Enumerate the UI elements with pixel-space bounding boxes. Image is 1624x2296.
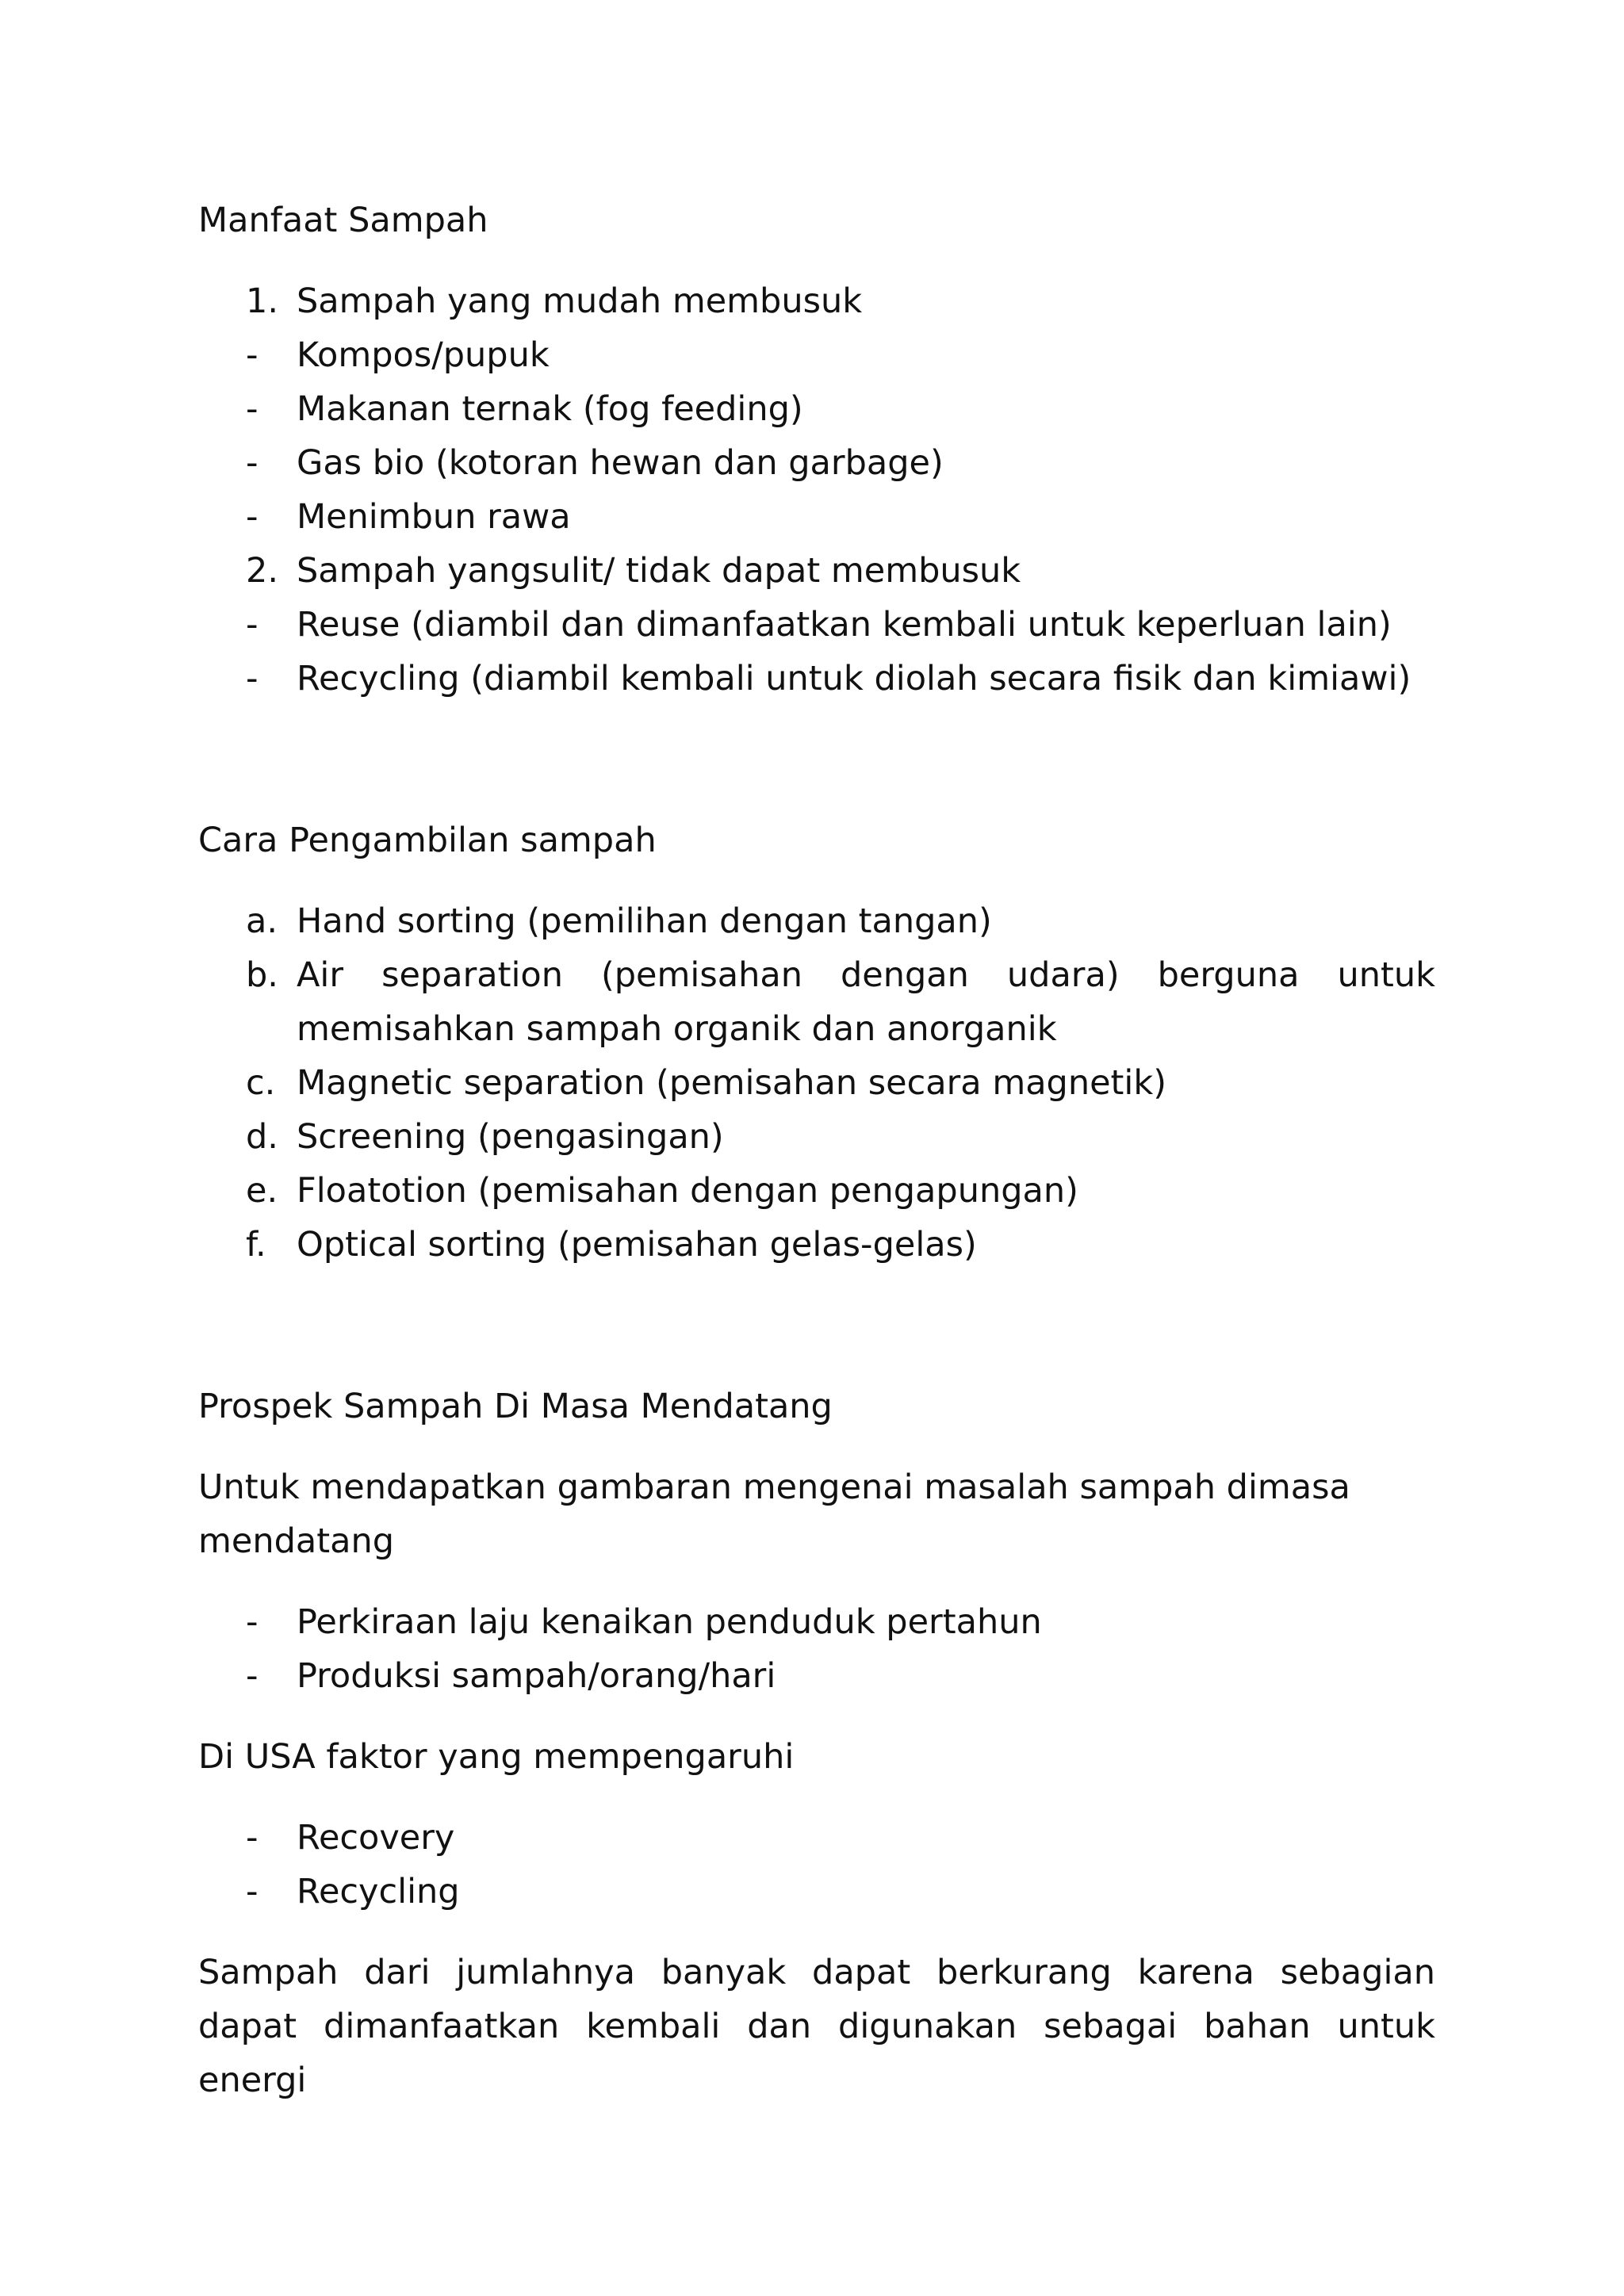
prospek-intro: Untuk mendapatkan gambaran mengenai masalah sampah dimasa mendatang bbox=[198, 1468, 1350, 1561]
list-marker: - bbox=[246, 1602, 259, 1642]
list-item bbox=[198, 1595, 1435, 1649]
closing-paragraph: Sampah dari jumlahnya banyak dapat berkurang karena sebagian dapat dimanfaatkan kembali dan digunakan sebagai bahan untuk energi bbox=[198, 1953, 1435, 2100]
list-marker: - bbox=[246, 443, 259, 483]
list-marker: - bbox=[246, 1872, 259, 1911]
usa-factors-list bbox=[198, 1811, 1435, 1919]
list-item bbox=[198, 652, 1435, 706]
list-item-text: Air separation (pemisahan dengan udara) berguna untuk memisahkan sampah organik dan anorganik bbox=[297, 955, 1435, 1049]
list-item bbox=[198, 274, 1435, 328]
list-item bbox=[198, 894, 1435, 948]
list-marker: - bbox=[246, 389, 259, 429]
list-item-text: Makanan ternak (fog feeding) bbox=[297, 389, 803, 429]
section-heading-cara-pengambilan: Cara Pengambilan sampah bbox=[198, 821, 657, 860]
manfaat-list bbox=[198, 274, 1435, 706]
list-item-text: Menimbun rawa bbox=[297, 497, 571, 537]
list-item-text: Magnetic separation (pemisahan secara magnetik) bbox=[297, 1063, 1167, 1103]
list-item-text: Reuse (diambil dan dimanfaatkan kembali untuk keperluan lain) bbox=[297, 605, 1392, 645]
list-item bbox=[198, 544, 1435, 598]
list-item-text: Gas bio (kotoran hewan dan garbage) bbox=[297, 443, 944, 483]
list-marker: 2. bbox=[246, 551, 279, 591]
cara-pengambilan-list bbox=[198, 894, 1435, 1272]
list-item-text: Recovery bbox=[297, 1818, 455, 1858]
list-item-text: Kompos/pupuk bbox=[297, 335, 550, 375]
list-item-text: Produksi sampah/orang/hari bbox=[297, 1656, 776, 1696]
list-item bbox=[198, 436, 1435, 490]
list-item-text: Sampah yang mudah membusuk bbox=[297, 281, 863, 321]
list-item bbox=[198, 1164, 1435, 1218]
document-page bbox=[198, 193, 1435, 2107]
list-marker: e. bbox=[246, 1171, 278, 1211]
list-marker: c. bbox=[246, 1063, 276, 1103]
list-marker: a. bbox=[246, 901, 278, 941]
list-marker: - bbox=[246, 1656, 259, 1696]
list-item-text: Screening (pengasingan) bbox=[297, 1117, 724, 1157]
list-item bbox=[198, 1218, 1435, 1272]
list-item bbox=[198, 490, 1435, 544]
section-heading-manfaat: Manfaat Sampah bbox=[198, 201, 488, 240]
list-item-text: Recycling (diambil kembali untuk diolah secara fisik dan kimiawi) bbox=[297, 659, 1411, 698]
list-item-text: Floatotion (pemisahan dengan pengapungan) bbox=[297, 1171, 1078, 1211]
prospek-list bbox=[198, 1595, 1435, 1703]
list-item bbox=[198, 598, 1435, 652]
list-marker: b. bbox=[246, 955, 278, 995]
list-item-text: Sampah yangsulit/ tidak dapat membusuk bbox=[297, 551, 1021, 591]
list-marker: f. bbox=[246, 1225, 266, 1265]
list-marker: - bbox=[246, 335, 259, 375]
list-item-text: Perkiraan laju kenaikan penduduk pertahun bbox=[297, 1602, 1042, 1642]
list-item bbox=[198, 948, 1435, 1056]
list-marker: 1. bbox=[246, 281, 279, 321]
section-heading-prospek: Prospek Sampah Di Masa Mendatang bbox=[198, 1387, 833, 1426]
list-item-text: Optical sorting (pemisahan gelas-gelas) bbox=[297, 1225, 977, 1265]
list-item bbox=[198, 1811, 1435, 1865]
list-item-text: Recycling bbox=[297, 1872, 460, 1911]
list-item bbox=[198, 1110, 1435, 1164]
list-marker: - bbox=[246, 497, 259, 537]
list-item bbox=[198, 1865, 1435, 1919]
list-item bbox=[198, 382, 1435, 436]
list-marker: - bbox=[246, 605, 259, 645]
list-item-text: Hand sorting (pemilihan dengan tangan) bbox=[297, 901, 992, 941]
list-marker: - bbox=[246, 1818, 259, 1858]
list-item bbox=[198, 1649, 1435, 1703]
list-marker: d. bbox=[246, 1117, 278, 1157]
list-item bbox=[198, 328, 1435, 382]
usa-factors-intro: Di USA faktor yang mempengaruhi bbox=[198, 1737, 795, 1777]
list-item bbox=[198, 1056, 1435, 1110]
list-marker: - bbox=[246, 659, 259, 698]
